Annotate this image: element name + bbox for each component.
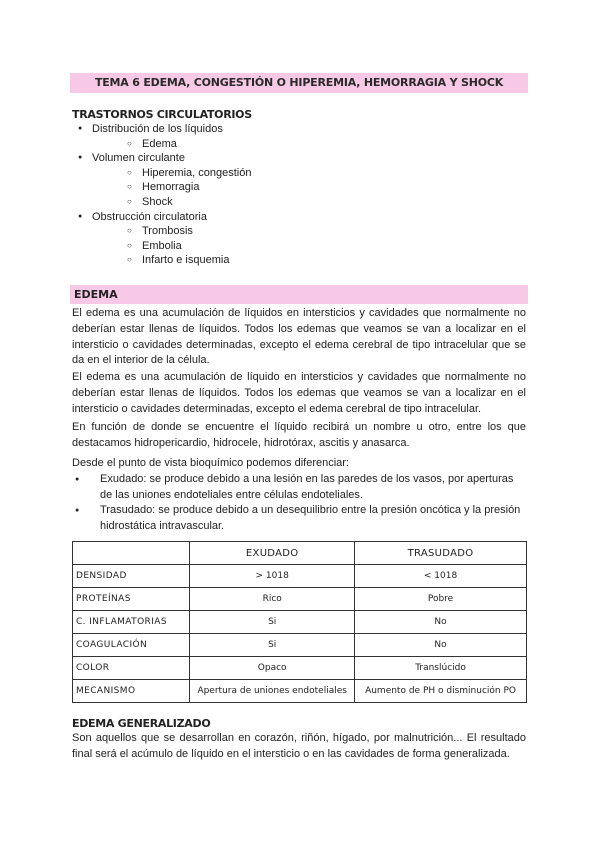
table-header	[73, 542, 190, 565]
table-cell: Si	[190, 634, 355, 657]
list-subitem: ○ Edema	[72, 137, 251, 152]
generalizado-heading: EDEMA GENERALIZADO	[72, 717, 211, 730]
list-item: ● Trasudado: se produce debido a un desequilibrio entre la presión oncótica y la presión hidrostática intravascular.	[72, 503, 528, 534]
table-cell: COLOR	[73, 657, 190, 680]
table-cell: Rico	[190, 588, 355, 611]
table-header: TRASUDADO	[355, 542, 527, 565]
table-cell: COAGULACIÓN	[73, 634, 190, 657]
edema-section-bar	[70, 285, 528, 304]
list-subitem: ○ Hemorragia	[72, 180, 251, 195]
table-cell: Translúcido	[355, 657, 527, 680]
table-cell: PROTEÍNAS	[73, 588, 190, 611]
table-row	[73, 611, 527, 634]
edema-heading: EDEMA	[74, 288, 118, 301]
table-cell: MECANISMO	[73, 680, 190, 703]
table-row	[73, 565, 527, 588]
table-cell: No	[355, 611, 527, 634]
edema-paragraph-2: El edema es una acumulación de líquido en intersticios y cavidades que normalmente no deberían estar llenas de líquidos. Todos los edemas que veamos se van a localizar en el intersticio o cavidades determinadas, excepto el edema cerebral de tipo intracelular.	[72, 371, 526, 415]
table-cell: DENSIDAD	[73, 565, 190, 588]
edema-bullets	[72, 472, 528, 534]
list-item: ● Distribución de los líquidos	[72, 122, 251, 137]
table-header: EXUDADO	[190, 542, 355, 565]
table-cell: Si	[190, 611, 355, 634]
edema-paragraph-1: El edema es una acumulación de líquidos en intersticios y cavidades que normalmente no deberían estar llenas de líquidos. Todos los edemas que veamos se van a localizar en el intersticio o cavidades determinadas, excepto el edema cerebral de tipo intracelular que se da en el interior de la célula.	[72, 307, 526, 367]
table-row	[73, 588, 527, 611]
list-item: ● Volumen circulante	[72, 151, 251, 166]
table-header-row	[73, 542, 527, 565]
table-cell: Opaco	[190, 657, 355, 680]
list-item: ● Obstrucción circulatoria	[72, 210, 251, 225]
comparison-table	[72, 541, 527, 703]
list-subitem: ○ Infarto e isquemia	[72, 253, 251, 268]
table-cell: Aumento de PH o disminución PO	[355, 680, 527, 703]
table-row	[73, 657, 527, 680]
table-cell: < 1018	[355, 565, 527, 588]
table-cell: > 1018	[190, 565, 355, 588]
table-cell: Pobre	[355, 588, 527, 611]
table-row	[73, 634, 527, 657]
list-subitem: ○ Shock	[72, 195, 251, 210]
trastornos-list	[72, 122, 251, 268]
list-subitem: ○ Embolia	[72, 239, 251, 254]
table-cell: C. INFLAMATORIAS	[73, 611, 190, 634]
trastornos-heading: TRASTORNOS CIRCULATORIOS	[72, 108, 252, 121]
list-subitem: ○ Trombosis	[72, 224, 251, 239]
generalizado-text: Son aquellos que se desarrollan en corazón, riñón, hígado, por malnutrición... El resultado final será el acúmulo de líquido en el intersticio o en las cavidades de forma generalizada.	[72, 732, 526, 760]
table-row	[73, 680, 527, 703]
list-subitem: ○ Hiperemia, congestión	[72, 166, 251, 181]
list-item: ● Exudado: se produce debido a una lesión en las paredes de los vasos, por aperturas de las uniones endoteliales entre células endoteliales.	[72, 472, 528, 503]
edema-paragraph-4: Desde el punto de vista bioquímico podemos diferenciar:	[72, 457, 349, 469]
table-cell: Apertura de uniones endoteliales	[190, 680, 355, 703]
page-title: TEMA 6 EDEMA, CONGESTIÓN O HIPEREMIA, HEMORRAGIA Y SHOCK	[70, 73, 528, 93]
table-cell: No	[355, 634, 527, 657]
edema-paragraph-3: En función de donde se encuentre el líquido recibirá un nombre u otro, entre los que destacamos hidropericardio, hidrocele, hidrotórax, ascitis y anasarca.	[72, 421, 526, 449]
